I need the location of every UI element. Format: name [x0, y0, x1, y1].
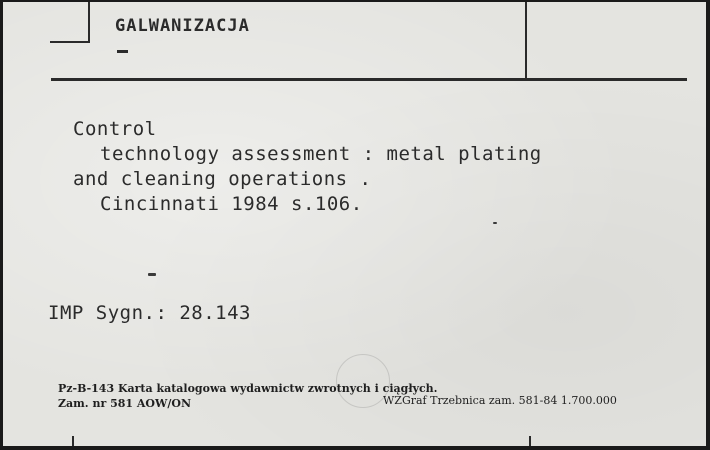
entry-line-3: and cleaning operations .: [73, 168, 372, 190]
corner-horizontal-rule: [50, 41, 90, 43]
footer-line-2-right: WZGraf Trzebnica zam. 581-84 1.700.000: [383, 394, 617, 407]
footer-line-2-left: Zam. nr 581 AOW/ON: [58, 397, 191, 410]
entry-line-2: technology assessment : metal plating: [100, 143, 542, 165]
ink-speck: [148, 273, 156, 276]
call-number: IMP Sygn.: 28.143: [48, 302, 251, 324]
catalog-card: [3, 2, 706, 446]
corner-vertical-rule: [88, 2, 90, 42]
entry-line-1: Control: [73, 118, 157, 140]
bottom-tick-left: [72, 436, 74, 446]
heading-dash-mark: [117, 50, 128, 53]
bottom-tick-right: [529, 436, 531, 446]
subject-heading: GALWANIZACJA: [115, 16, 250, 36]
footer-line-1: Pz-B-143 Karta katalogowa wydawnictw zwrotnych i ciągłych.: [58, 382, 438, 395]
header-right-divider: [525, 2, 527, 78]
faint-stamp-mark: [336, 354, 390, 408]
entry-line-4: Cincinnati 1984 s.106.: [100, 193, 363, 215]
ink-speck: [493, 222, 497, 224]
header-underline-rule: [51, 78, 687, 81]
